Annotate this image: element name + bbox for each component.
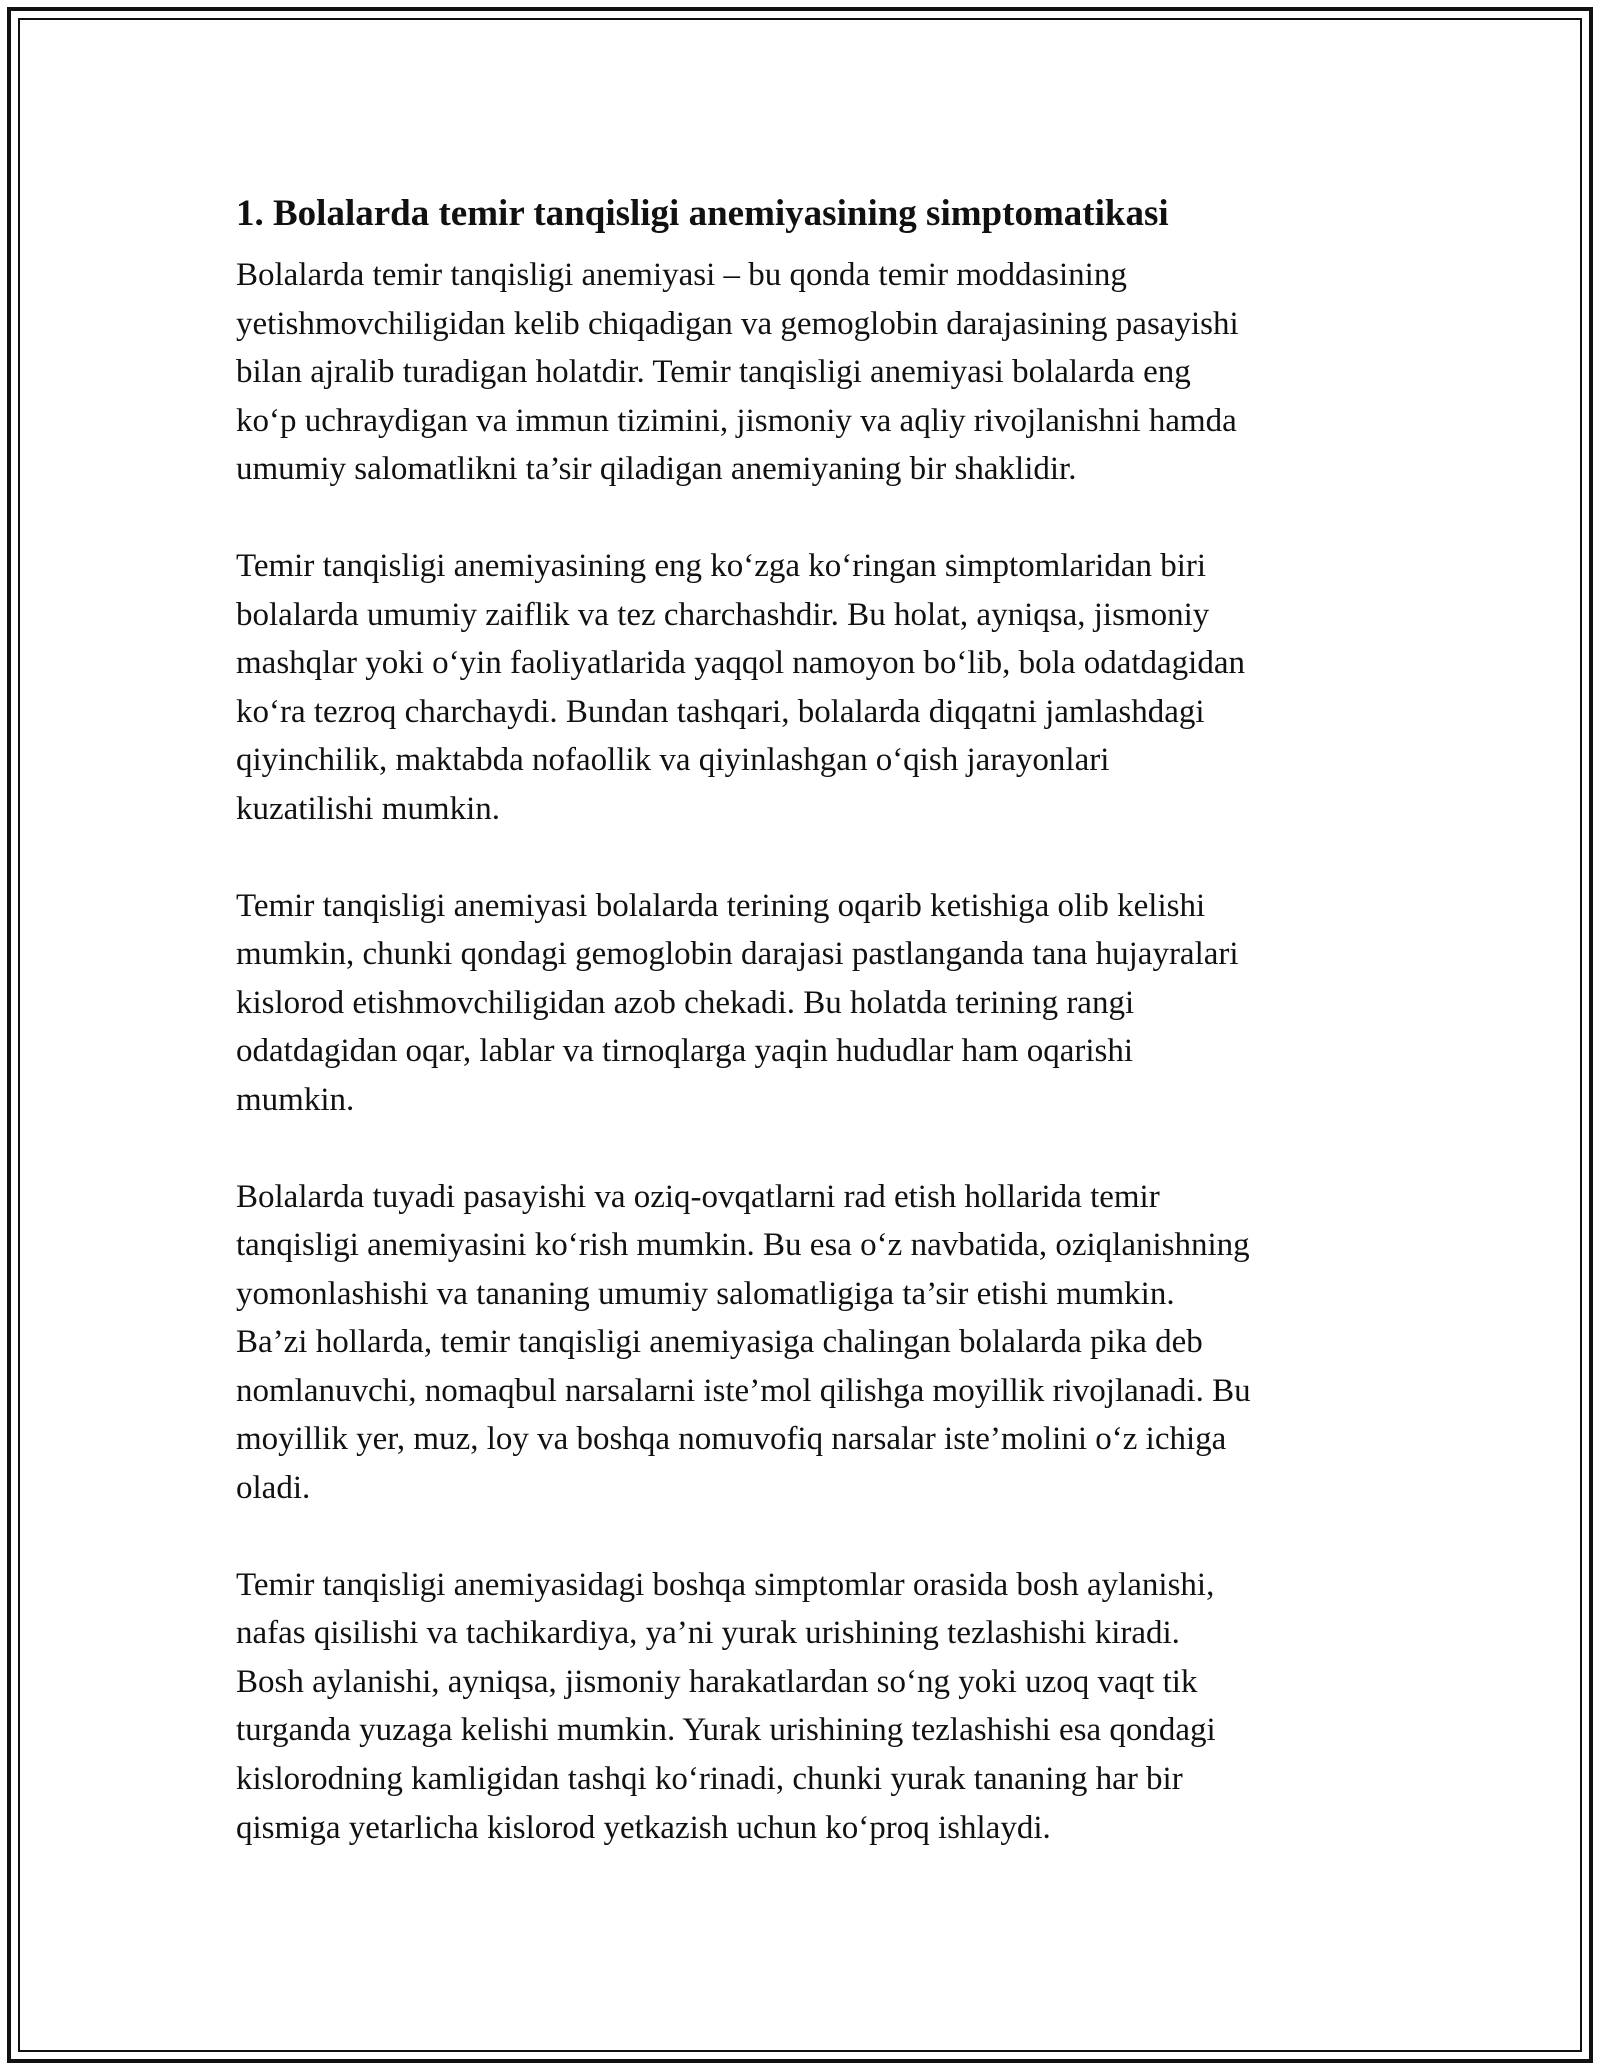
paragraph-list: [236, 251, 1376, 1852]
paragraph-line: bolalarda umumiy zaiflik va tez charchashdir. Bu holat, ayniqsa, jismoniy: [236, 596, 1210, 633]
paragraph-line: qismiga yetarlicha kislorod yetkazish uchun ko‘proq ishlaydi.: [236, 1809, 1051, 1846]
paragraph-line: nomlanuvchi, nomaqbul narsalarni iste’mol qilishga moyillik rivojlanadi. Bu: [236, 1372, 1251, 1409]
paragraph-line: mashqlar yoki o‘yin faoliyatlarida yaqqol namoyon bo‘lib, bola odatdagidan: [236, 645, 1245, 682]
paragraph-line: ko‘p uchraydigan va immun tizimini, jismoniy va aqliy rivojlanishni hamda: [236, 402, 1237, 439]
paragraph-line: Bosh aylanishi, ayniqsa, jismoniy harakatlardan so‘ng yoki uzoq vaqt tik: [236, 1663, 1198, 1700]
paragraph-line: Ba’zi hollarda, temir tanqisligi anemiyasiga chalingan bolalarda pika deb: [236, 1324, 1203, 1361]
paragraph: [236, 882, 1376, 1125]
paragraph-line: moyillik yer, muz, loy va boshqa nomuvofiq narsalar iste’molini o‘z ichiga: [236, 1421, 1227, 1458]
paragraph: [236, 1561, 1376, 1853]
paragraph-line: tanqisligi anemiyasini ko‘rish mumkin. Bu esa o‘z navbatida, oziqlanishning: [236, 1227, 1250, 1264]
paragraph-line: mumkin, chunki qondagi gemoglobin darajasi pastlanganda tana hujayralari: [236, 936, 1239, 973]
paragraph-line: nafas qisilishi va tachikardiya, ya’ni yurak urishining tezlashishi kiradi.: [236, 1615, 1180, 1652]
paragraph-line: kislorod etishmovchiligidan azob chekadi. Bu holatda terining rangi: [236, 984, 1135, 1021]
paragraph-line: Temir tanqisligi anemiyasining eng ko‘zga ko‘ringan simptomlaridan biri: [236, 547, 1207, 584]
paragraph-line: odatdagidan oqar, lablar va tirnoqlarga yaqin hududlar ham oqarishi: [236, 1033, 1134, 1070]
paragraph-line: yomonlashishi va tananing umumiy salomatligiga ta’sir etishi mumkin.: [236, 1275, 1175, 1312]
paragraph-line: Bolalarda tuyadi pasayishi va oziq-ovqatlarni rad etish hollarida temir: [236, 1178, 1160, 1215]
paragraph-line: bilan ajralib turadigan holatdir. Temir tanqisligi anemiyasi bolalarda eng: [236, 354, 1191, 391]
paragraph-line: mumkin.: [236, 1081, 355, 1118]
paragraph-line: oladi.: [236, 1470, 311, 1507]
paragraph-line: turganda yuzaga kelishi mumkin. Yurak urishining tezlashishi esa qondagi: [236, 1712, 1216, 1749]
paragraph-line: yetishmovchiligidan kelib chiqadigan va gemoglobin darajasining pasayishi: [236, 305, 1239, 342]
paragraph-line: kislorodning kamligidan tashqi ko‘rinadi, chunki yurak tananing har bir: [236, 1761, 1183, 1798]
paragraph-line: Bolalarda temir tanqisligi anemiyasi – bu qonda temir moddasining: [236, 257, 1127, 293]
section-heading: 1. Bolalarda temir tanqisligi anemiyasining simptomatikasi: [236, 193, 1169, 234]
document-body: [236, 187, 1376, 1900]
paragraph: [236, 1173, 1376, 1513]
paragraph-line: Temir tanqisligi anemiyasi bolalarda terining oqarib ketishiga olib kelishi: [236, 887, 1206, 924]
paragraph-line: kuzatilishi mumkin.: [236, 790, 500, 827]
paragraph: [236, 542, 1376, 834]
paragraph-line: umumiy salomatlikni ta’sir qiladigan anemiyaning bir shaklidir.: [236, 451, 1077, 488]
paragraph-line: qiyinchilik, maktabda nofaollik va qiyinlashgan o‘qish jarayonlari: [236, 742, 1110, 779]
paragraph-line: ko‘ra tezroq charchaydi. Bundan tashqari, bolalarda diqqatni jamlashdagi: [236, 693, 1205, 730]
paragraph-line: Temir tanqisligi anemiyasidagi boshqa simptomlar orasida bosh aylanishi,: [236, 1566, 1215, 1603]
paragraph: [236, 251, 1376, 494]
